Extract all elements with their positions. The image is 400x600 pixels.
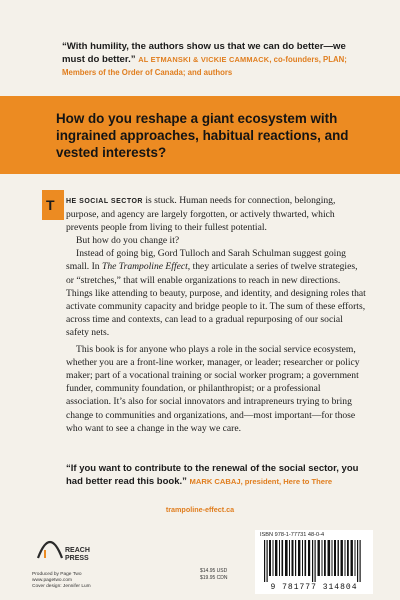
lead-in: HE SOCIAL SECTOR xyxy=(66,198,143,205)
quote-attribution: MARK CABAJ, president, Here to There xyxy=(189,477,333,486)
banner-question: How do you reshape a giant ecosystem with ingrained approaches, habitual reactions, and vested interests? xyxy=(56,111,349,160)
drop-cap-letter: T xyxy=(46,197,55,213)
barcode-icon xyxy=(260,540,368,582)
price-block xyxy=(200,568,228,582)
production-credits: Produced by Page Two www.pagetwo.com Cover design: Jennifer Lum xyxy=(32,572,91,589)
price-cdn: $19.95 CDN xyxy=(200,575,228,581)
reach-press-logo-icon xyxy=(36,530,64,560)
book-description xyxy=(66,194,366,435)
publisher-name: REACH PRESS xyxy=(65,547,90,562)
book-title: The Trampoline Effect xyxy=(101,261,188,273)
barcode-number: 9 781777 314804 xyxy=(270,583,358,592)
quote-text: “With humility, the authors show us that we can do better—we must do better.” xyxy=(62,41,346,65)
quote-attribution-rest: , co-founders, PLAN; Members of the Order of Canada; and authors xyxy=(62,55,347,77)
endorsement-quote-bottom xyxy=(66,462,366,488)
paragraph-1: HE SOCIAL SECTOR is stuck. Human needs for connection, belonging, purpose, and agency are largely forgotten, or actively thwarted, which prevents people from living to their fullest potential. xyxy=(66,195,336,234)
endorsement-quote-top xyxy=(62,40,362,79)
price-usd: $14.95 USD xyxy=(200,568,228,574)
quote-attribution-names: AL ETMANSKI & VICKIE CAMMACK xyxy=(138,55,270,64)
isbn-label: ISBN 978-1-77731 48-0-4 xyxy=(260,532,325,538)
website-link[interactable]: trampoline-effect.ca xyxy=(165,505,235,514)
paragraph-2: But how do you change it? xyxy=(76,235,180,247)
paragraph-3: Instead of going big, Gord Tulloch and Sarah Schulman suggest going small. In The Trampoline Effect, they articulate a series of twelve strategies, or “stretches,” that will enable organizations to reach in new directions. Things like attending to beauty, purpose, and identity, and designing roles that activate community capacity and bridge people to it. The sum of these efforts, across time and contexts, can lead to a gradual repurposing of our social safety nets. xyxy=(66,248,366,338)
quote-text: “If you want to contribute to the renewal of the social sector, you had better read this book.” xyxy=(66,463,359,487)
paragraph-4: This book is for anyone who plays a role in the social service ecosystem, whether you are a front-line worker, manager, or leader; researcher or policy maker; part of a vocational training or social worker program; a government funder, community foundation, or philanthropist; or a professional association. It’s also for social innovators and intrapreneurs trying to bring change to communities and organizations, and—most important—for those who want to see a change in the way we care. xyxy=(66,344,360,434)
